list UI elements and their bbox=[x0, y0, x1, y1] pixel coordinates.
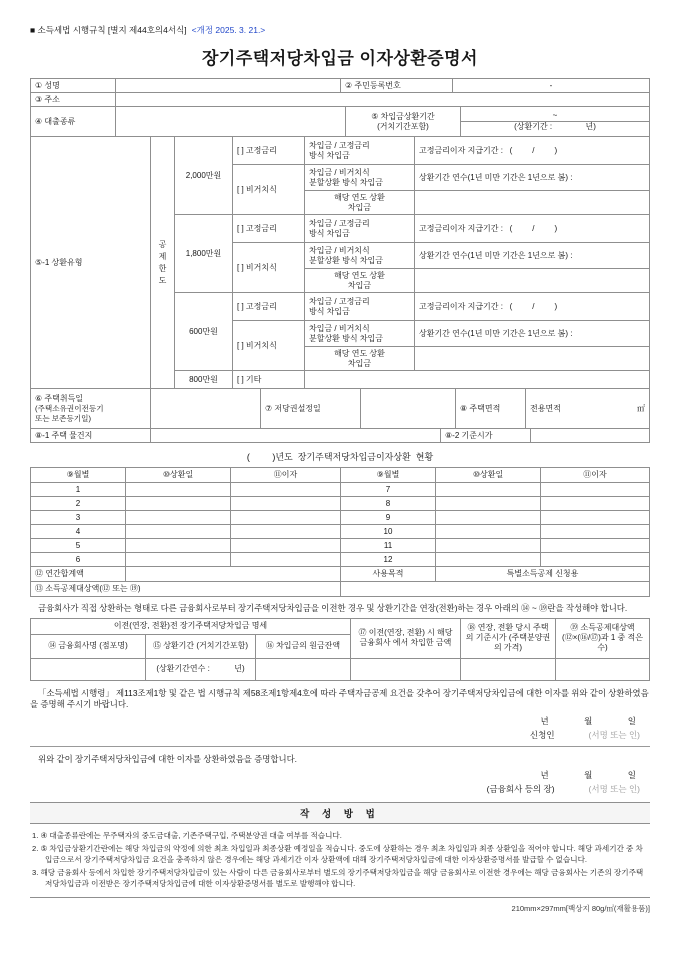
exclusive-area-label: 전용면적 bbox=[530, 403, 561, 413]
interest-column-header: ⑪이자 bbox=[541, 468, 650, 483]
acquisition-date-label bbox=[31, 389, 151, 429]
month-number: 6 bbox=[31, 553, 126, 567]
repay-date-cell[interactable] bbox=[126, 525, 231, 539]
fixed-rate-period-note: 고정금리이자 지급기간 : ( / ) bbox=[415, 137, 650, 165]
table-row bbox=[31, 468, 650, 483]
table-row bbox=[31, 567, 650, 582]
year-repaid-value-cell[interactable] bbox=[415, 347, 650, 371]
base-price-at-extension-header: ⑱ 연장, 전환 당시 주택의 기준시가 (주택분양권의 가격) bbox=[461, 618, 556, 658]
base-price-value-cell[interactable] bbox=[531, 429, 650, 443]
limit-amount-800: 800만원 bbox=[175, 371, 233, 389]
document-reference bbox=[30, 24, 650, 36]
house-location-value-cell[interactable] bbox=[151, 429, 441, 443]
fixed-rate-period-note: 고정금리이자 지급기간 : ( / ) bbox=[415, 215, 650, 243]
certification-section bbox=[30, 746, 650, 795]
month-number: 4 bbox=[31, 525, 126, 539]
month-number: 1 bbox=[31, 483, 126, 497]
fixed-rate-desc-line2: 방식 차입금 bbox=[309, 150, 350, 160]
property-location-table bbox=[30, 428, 650, 443]
base-price-label: ⑧-2 기준시가 bbox=[441, 429, 531, 443]
repay-date-cell[interactable] bbox=[436, 539, 541, 553]
repay-period-header: ⑮ 상환기간 (거치기간포함) bbox=[146, 634, 256, 658]
signature-note: (서명 또는 인) bbox=[588, 783, 640, 794]
table-row bbox=[31, 497, 650, 511]
area-unit-label: ㎡ bbox=[637, 403, 645, 413]
certification-date-line: 년 월 일 bbox=[540, 769, 636, 780]
month-number: 12 bbox=[341, 553, 436, 567]
table-row bbox=[31, 539, 650, 553]
certification-sign-line bbox=[30, 783, 650, 795]
bank-name-value-cell[interactable] bbox=[31, 658, 146, 680]
month-number: 10 bbox=[341, 525, 436, 539]
month-number: 9 bbox=[341, 511, 436, 525]
table-row bbox=[31, 79, 650, 93]
instructions-title: 작 성 방 법 bbox=[30, 802, 650, 824]
non-amortizing-desc-line1: 차입금 / 비거치식 bbox=[309, 167, 370, 177]
month-number: 3 bbox=[31, 511, 126, 525]
table-row bbox=[31, 553, 650, 567]
acquisition-date-label-line1: ⑥ 주택취득일 bbox=[35, 394, 84, 404]
limit-amount-2000: 2,000만원 bbox=[175, 137, 233, 215]
interest-column-header: ⑪이자 bbox=[231, 468, 341, 483]
table-row bbox=[31, 582, 650, 597]
repay-date-cell[interactable] bbox=[436, 525, 541, 539]
month-column-header: ⑨월별 bbox=[341, 468, 436, 483]
form-title: 장기주택저당차입금 이자상환증명서 bbox=[202, 49, 478, 68]
month-number: 5 bbox=[31, 539, 126, 553]
month-column-header: ⑨월별 bbox=[31, 468, 126, 483]
table-row bbox=[31, 429, 650, 443]
table-row bbox=[31, 618, 650, 634]
limit-amount-1800: 1,800만원 bbox=[175, 215, 233, 293]
non-amortizing-checkbox[interactable]: [ ] 비거치식 bbox=[233, 243, 305, 293]
repay-period-value-cell bbox=[461, 107, 650, 137]
bank-head-label: (금융회사 등의 장) bbox=[486, 783, 555, 794]
fixed-rate-desc bbox=[305, 293, 415, 321]
year-repaid-label bbox=[305, 347, 415, 371]
certification-text: 위와 같이 장기주택저당차입금에 대한 이자를 상환하였음을 증명합니다. bbox=[38, 753, 297, 764]
year-repaid-label-line1: 해당 연도 상환 bbox=[334, 192, 385, 202]
repay-period-label-line2: (거치기간포함) bbox=[377, 121, 429, 131]
annual-total-value-cell[interactable] bbox=[126, 567, 341, 582]
non-amortizing-desc bbox=[305, 243, 415, 269]
transfer-note: 금융회사가 직접 상환하는 형태로 다른 금융회사로부터 장기주택저당차입금을 이전한 경우 및 상환기간을 연장(전환)하는 경우 아래의 ⑭ ~ ⑲란을 작성해야 합니다. bbox=[38, 603, 628, 613]
house-area-label: ⑧ 주택면적 bbox=[456, 389, 526, 429]
non-amortizing-desc bbox=[305, 321, 415, 347]
non-amortizing-desc-line2: 분할상환 방식 차입금 bbox=[309, 177, 383, 187]
other-value-cell[interactable] bbox=[305, 371, 650, 389]
fixed-rate-desc bbox=[305, 137, 415, 165]
rrn-label: ② 주민등록번호 bbox=[341, 79, 453, 93]
repay-date-column-header: ⑩상환일 bbox=[126, 468, 231, 483]
annual-total-label: ⑫ 연간합계액 bbox=[31, 567, 126, 582]
deduction-limit-text: 공제한도 bbox=[158, 239, 167, 285]
repay-period-value-cell[interactable]: (상환기간연수 : 년) bbox=[146, 658, 256, 680]
acquisition-date-value-cell[interactable] bbox=[151, 389, 261, 429]
year-repaid-label bbox=[305, 191, 415, 215]
instruction-item-2: 2. ⑤ 차입금상환기간란에는 해당 차입금의 약정에 의한 최초 차입일과 최종상환 예정일을 적습니다. 중도에 상환하는 경우 최초 차입일과 최종 상환일을 적어야 합니다. 해당 과세기간 중 차입금으로서 장기주택저당차입금 요건을 충족하지 않은 경우에는 해당 과세기간 이자 상환액에 대해 장기주택저당차입금에 대한 이자상환증명서를 발급할 수 없습니다. bbox=[32, 843, 643, 864]
fixed-rate-checkbox[interactable]: [ ] 고정금리 bbox=[233, 215, 305, 243]
table-row bbox=[31, 525, 650, 539]
interest-cell[interactable] bbox=[541, 497, 650, 511]
interest-cell[interactable] bbox=[541, 483, 650, 497]
fixed-rate-desc-line1: 차입금 / 고정금리 bbox=[309, 296, 370, 306]
address-label: ③ 주소 bbox=[31, 93, 116, 107]
transferred-amount-value-cell[interactable] bbox=[351, 658, 461, 680]
interest-cell[interactable] bbox=[541, 539, 650, 553]
table-row bbox=[31, 483, 650, 497]
deduction-limit-label bbox=[151, 137, 175, 389]
deduction-target-value-cell[interactable] bbox=[556, 658, 650, 680]
loan-period-range-cell[interactable]: ~ bbox=[552, 111, 558, 120]
year-repaid-label-line1: 해당 연도 상환 bbox=[334, 270, 385, 280]
loan-info-table bbox=[30, 106, 650, 137]
month-number: 2 bbox=[31, 497, 126, 511]
mortgage-date-label: ⑦ 저당권설정일 bbox=[261, 389, 361, 429]
repay-date-cell[interactable] bbox=[436, 483, 541, 497]
repay-date-cell[interactable] bbox=[436, 511, 541, 525]
non-amortizing-desc bbox=[305, 165, 415, 191]
year-repaid-label-line1: 해당 연도 상환 bbox=[334, 348, 385, 358]
applicant-label: 신청인 bbox=[529, 729, 555, 740]
acquisition-date-label-line2: (주택소유권이전등기 bbox=[35, 404, 104, 414]
deduction-amount-label: ⑬ 소득공제대상액(⑫ 또는 ⑲) bbox=[31, 582, 341, 597]
repayment-years-note: 상환기간 연수(1년 미만 기간은 1년으로 봄) : bbox=[415, 243, 650, 269]
principal-balance-value-cell[interactable] bbox=[256, 658, 351, 680]
mortgage-date-value-cell[interactable] bbox=[361, 389, 456, 429]
table-row bbox=[31, 107, 650, 137]
repayment-type-label: ⑤-1 상환유형 bbox=[31, 137, 151, 389]
acquisition-date-label-line3: 또는 보존등기일) bbox=[35, 413, 91, 423]
address-value-cell[interactable] bbox=[116, 93, 650, 107]
paper-spec-note: 210mm×297mm[백상지 80g/㎡(재활용품)] bbox=[511, 903, 650, 913]
year-repaid-label-line2: 차입금 bbox=[347, 202, 372, 212]
year-repaid-value-cell[interactable] bbox=[415, 269, 650, 293]
name-value-cell[interactable] bbox=[116, 79, 341, 93]
interest-cell[interactable] bbox=[231, 525, 341, 539]
interest-cell[interactable] bbox=[231, 511, 341, 525]
month-number: 8 bbox=[341, 497, 436, 511]
non-amortizing-checkbox[interactable]: [ ] 비거치식 bbox=[233, 321, 305, 371]
year-repaid-value-cell[interactable] bbox=[415, 191, 650, 215]
fixed-rate-period-note: 고정금리이자 지급기간 : ( / ) bbox=[415, 293, 650, 321]
non-amortizing-desc-line2: 분할상환 방식 차입금 bbox=[309, 333, 383, 343]
revision-note: <개정 2025. 3. 21.> bbox=[191, 25, 266, 35]
fixed-rate-desc-line1: 차입금 / 고정금리 bbox=[309, 218, 370, 228]
fixed-rate-desc-line1: 차입금 / 고정금리 bbox=[309, 140, 370, 150]
property-info-table bbox=[30, 388, 650, 429]
house-location-label: ⑧-1 주택 물건지 bbox=[31, 429, 151, 443]
interest-cell[interactable] bbox=[231, 553, 341, 567]
deduction-target-header: ⑲ 소득공제대상액 (⑫×(⑯/⑰)과 1 중 적은수) bbox=[556, 618, 650, 658]
monthly-interest-table bbox=[30, 467, 650, 597]
repayment-years-cell[interactable]: (상환기간 : 년) bbox=[461, 121, 649, 132]
table-row bbox=[31, 511, 650, 525]
year-repaid-label bbox=[305, 269, 415, 293]
loan-type-value-cell[interactable] bbox=[116, 107, 346, 137]
non-amortizing-checkbox[interactable]: [ ] 비거치식 bbox=[233, 165, 305, 215]
repay-date-cell[interactable] bbox=[436, 553, 541, 567]
exclusive-area-cell[interactable] bbox=[526, 389, 650, 429]
applicant-info-table bbox=[30, 78, 650, 107]
repay-period-label bbox=[346, 107, 461, 137]
table-row bbox=[31, 389, 650, 429]
year-repaid-label-line2: 차입금 bbox=[347, 280, 372, 290]
non-amortizing-desc-line2: 분할상환 방식 차입금 bbox=[309, 255, 383, 265]
limit-amount-600: 600만원 bbox=[175, 293, 233, 371]
fixed-rate-desc-line2: 방식 차입금 bbox=[309, 228, 350, 238]
fixed-rate-desc bbox=[305, 215, 415, 243]
repayment-years-note: 상환기간 연수(1년 미만 기간은 1년으로 봄) : bbox=[415, 321, 650, 347]
usage-purpose-value: 특별소득공제 신청용 bbox=[436, 567, 650, 582]
principal-balance-header: ⑯ 차입금의 원금잔액 bbox=[256, 634, 351, 658]
usage-purpose-label: 사용목적 bbox=[341, 567, 436, 582]
repay-period-label-line1: ⑤ 차입금상환기간 bbox=[371, 111, 435, 121]
transfer-table bbox=[30, 618, 650, 681]
repay-date-cell[interactable] bbox=[126, 553, 231, 567]
base-price-value-cell[interactable] bbox=[461, 658, 556, 680]
regulation-text: ■ 소득세법 시행규칙 [별지 제44호의4서식] bbox=[30, 25, 187, 35]
interest-cell[interactable] bbox=[541, 511, 650, 525]
fixed-rate-checkbox[interactable]: [ ] 고정금리 bbox=[233, 137, 305, 165]
previous-loan-header: 이전(연장, 전환)전 장기주택저당차입금 명세 bbox=[31, 618, 351, 634]
repay-date-column-header: ⑩상환일 bbox=[436, 468, 541, 483]
declaration-text: 「소득세법 시행령」 제113조제1항 및 같은 법 시행규칙 제58조제1항제4호에 따라 주택자금공제 요건을 갖추어 장기주택저당차입금에 대한 이자를 위와 같이 상환하였음을 증명해 주시기 바랍니다. bbox=[30, 687, 649, 710]
bank-name-header: ⑭ 금융회사명 (점포명) bbox=[31, 634, 146, 658]
repayment-years-note: 상환기간 연수(1년 미만 기간은 1년으로 봄) : bbox=[415, 165, 650, 191]
instructions-section bbox=[30, 802, 650, 898]
rrn-value-cell[interactable]: - bbox=[453, 79, 650, 93]
table-row bbox=[31, 93, 650, 107]
declaration-section bbox=[30, 688, 650, 741]
month-number: 7 bbox=[341, 483, 436, 497]
interest-cell[interactable] bbox=[541, 525, 650, 539]
instruction-item-1: 1. ④ 대출종류란에는 무주택자의 중도금대출, 기존주택구입, 주택분양권 대출 여부를 적습니다. bbox=[32, 830, 342, 840]
repay-date-cell[interactable] bbox=[126, 539, 231, 553]
year-repaid-label-line2: 차입금 bbox=[347, 358, 372, 368]
deduction-amount-value-cell[interactable] bbox=[341, 582, 650, 597]
interest-cell[interactable] bbox=[231, 539, 341, 553]
fixed-rate-checkbox[interactable]: [ ] 고정금리 bbox=[233, 293, 305, 321]
interest-cell[interactable] bbox=[231, 483, 341, 497]
declaration-sign-line bbox=[30, 729, 650, 741]
non-amortizing-desc-line1: 차입금 / 비거치식 bbox=[309, 245, 370, 255]
signature-note: (서명 또는 인) bbox=[588, 729, 640, 740]
loan-type-label: ④ 대출종류 bbox=[31, 107, 116, 137]
month-number: 11 bbox=[341, 539, 436, 553]
interest-cell[interactable] bbox=[231, 497, 341, 511]
instructions-body bbox=[30, 824, 650, 898]
repay-date-cell[interactable] bbox=[436, 497, 541, 511]
instruction-item-3: 3. 해당 금융회사 등에서 차입한 장기주택저당차입금이 있는 사람이 다른 금융회사로부터 별도의 장기주택저당차입금을 해당 금융회사로 이전한 경우에는 해당 금융회사는 기존의 장기주택저당차입금과 이전받은 장기주택저당차입금에 대한 이자상환증명서를 별도로 발행해야 합니다. bbox=[32, 867, 644, 888]
declaration-date-line: 년 월 일 bbox=[540, 715, 636, 726]
transferred-amount-header: ⑰ 이전(연장, 전환) 시 해당 금융회사 에서 차입한 금액 bbox=[351, 618, 461, 658]
table-row bbox=[31, 137, 650, 165]
table-row bbox=[31, 658, 650, 680]
repay-date-cell[interactable] bbox=[126, 511, 231, 525]
repay-date-cell[interactable] bbox=[126, 497, 231, 511]
fixed-rate-desc-line2: 방식 차입금 bbox=[309, 306, 350, 316]
interest-cell[interactable] bbox=[541, 553, 650, 567]
repayment-type-table bbox=[30, 136, 650, 389]
other-checkbox[interactable]: [ ] 기타 bbox=[233, 371, 305, 389]
name-label: ① 성명 bbox=[31, 79, 116, 93]
repay-date-cell[interactable] bbox=[126, 483, 231, 497]
non-amortizing-desc-line1: 차입금 / 비거치식 bbox=[309, 323, 370, 333]
monthly-section-title: ( )년도 장기주택저당차입금이자상환 현황 bbox=[246, 452, 434, 462]
